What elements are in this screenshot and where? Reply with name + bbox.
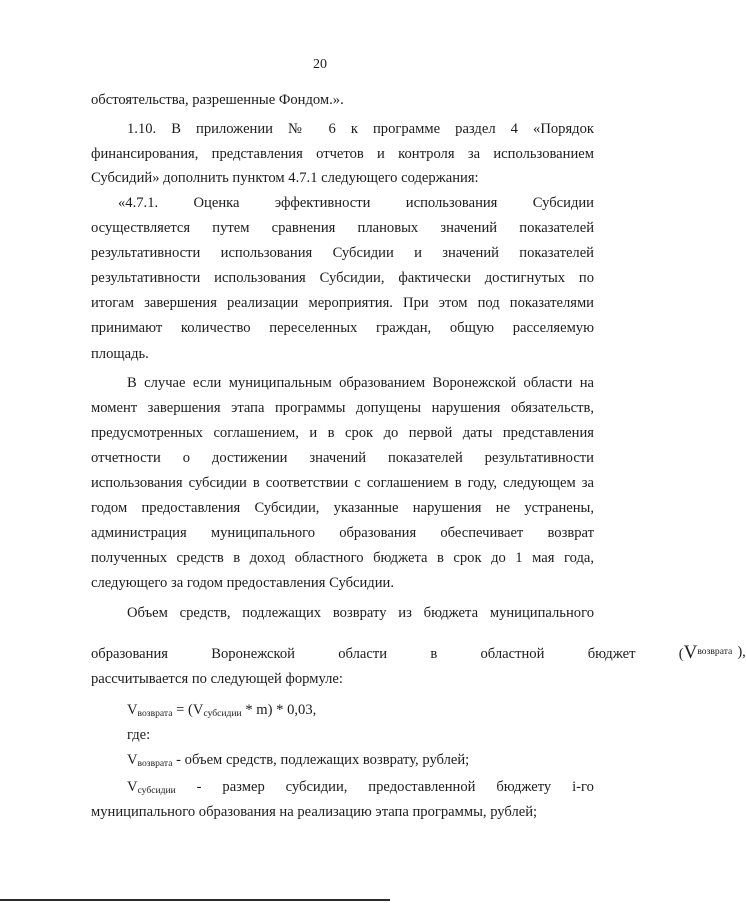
text-span: образования Воронежской области в областной бюджет ( <box>91 646 684 662</box>
v-vozvrata-symbol: V возврата ), <box>683 642 746 663</box>
text-line: полученных средств в доход областного бюджета в срок до 1 мая года, <box>91 550 594 566</box>
text-line: результативности использования Субсидии и значений показателей <box>91 245 594 261</box>
text-line: рассчитывается по следующей формуле: <box>91 671 343 687</box>
paragraph-volume: Объем средств, подлежащих возврату из бюджета муниципального <box>127 605 594 621</box>
text-line: предусмотренных соглашением, и в срок до первой даты представления <box>91 425 594 441</box>
text-line: площадь. <box>91 346 149 362</box>
bottom-rule <box>0 899 390 901</box>
paragraph-4-7-1: «4.7.1. Оценка эффективности использования Субсидии <box>118 195 594 211</box>
text-line: обстоятельства, разрешенные Фондом.». <box>91 92 344 108</box>
text-line: администрация муниципального образования обеспечивает возврат <box>91 525 594 541</box>
text-line: муниципального образования на реализацию этапа программы, рублей; <box>91 804 538 820</box>
text-line: следующего за годом предоставления Субсидии. <box>91 575 394 591</box>
text-line: результативности использования Субсидии, фактически достигнутых по <box>91 270 594 286</box>
text-line: финансирования, представления отчетов и контроля за использованием <box>91 146 594 162</box>
text-line: использования субсидии в соответствии с соглашением в году, следующем за <box>91 475 594 491</box>
text-line: Субсидий» дополнить пунктом 4.7.1 следующего содержания: <box>91 170 479 186</box>
definition-v-subsidii: $V_{субсидии}$ - размер субсидии, предоставленной бюджету i-го <box>127 779 594 796</box>
text-line: итогам завершения реализации мероприятия. При этом под показателями <box>91 295 594 311</box>
paragraph-return: В случае если муниципальным образованием Воронежской области на <box>127 375 594 391</box>
text-line: годом предоставления Субсидии, указанные нарушения не устранены, <box>91 500 594 516</box>
definition-v-vozvrata: $V_{возврата}$ - объем средств, подлежащих возврату, рублей; <box>127 752 470 769</box>
text-line: отчетности о достижении значений показателей результативности <box>91 450 594 466</box>
text-line: осуществляется путем сравнения плановых значений показателей <box>91 220 594 236</box>
text-line: принимают количество переселенных граждан, общую расселяемую <box>91 320 594 336</box>
where-label: где: <box>127 727 151 743</box>
text-line-with-symbol <box>91 642 746 664</box>
formula-line: $V_{возврата} = (V_{субсидии} * m) * 0,03$, <box>127 702 317 719</box>
paragraph-1-10: 1.10. В приложении № 6 к программе раздел 4 «Порядок <box>127 121 594 137</box>
text-line: момент завершения этапа программы допущены нарушения обязательств, <box>91 400 594 416</box>
page-number: 20 <box>313 57 327 72</box>
